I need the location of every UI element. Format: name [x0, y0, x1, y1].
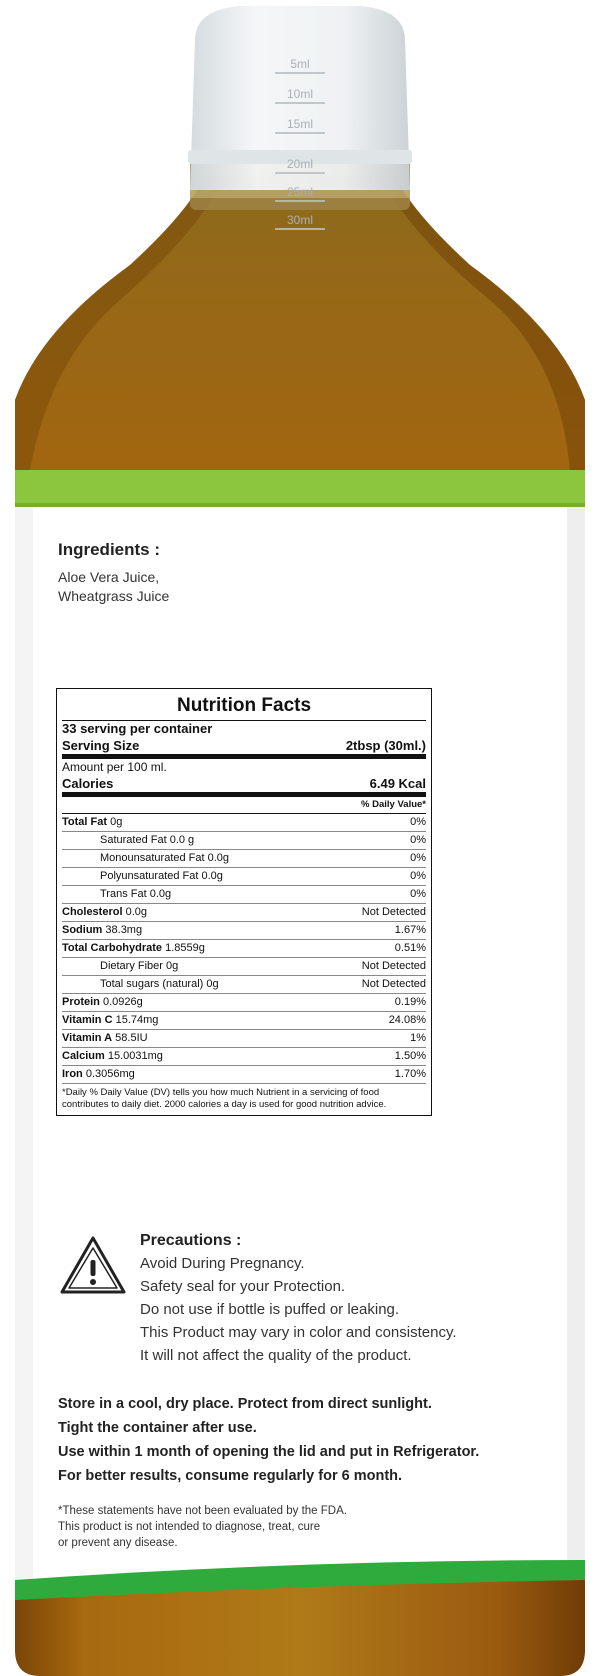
nutrient-name-bold: Iron [62, 1068, 83, 1080]
nutrient-amount: 0g [107, 816, 123, 828]
storage-line: Store in a cool, dry place. Protect from direct sunlight. [58, 1396, 432, 1412]
amount-per-label: Amount per 100 ml. [62, 760, 167, 774]
nutrient-name [62, 1066, 135, 1083]
cap-marking-20: 20ml [286, 157, 314, 171]
nutrient-amount: 15.74mg [112, 1014, 159, 1026]
nutrition-facts-title: Nutrition Facts [62, 693, 426, 721]
nutrient-name-bold: Total Carbohydrate [62, 942, 163, 954]
nutrient-name [62, 850, 229, 867]
precaution-line: This Product may vary in color and consistency. [140, 1324, 457, 1341]
nutrient-row [62, 1012, 426, 1030]
nutrient-row [62, 904, 426, 922]
storage-line: Use within 1 month of opening the lid and put in Refrigerator. [58, 1444, 480, 1460]
precaution-line: Avoid During Pregnancy. [140, 1255, 305, 1272]
cap-marking-5: 5ml [290, 57, 310, 71]
nutrient-daily-value: 0% [410, 888, 426, 900]
nutrition-facts-panel [56, 688, 432, 1116]
nutrient-daily-value: 0% [410, 870, 426, 882]
nutrient-name [62, 1048, 163, 1065]
calories-label: Calories [62, 775, 114, 791]
nutrient-row [62, 994, 426, 1012]
nutrient-row [62, 958, 426, 976]
nutrient-name [62, 994, 143, 1011]
ingredients-title: Ingredients : [58, 540, 161, 559]
nutrient-daily-value: 1.50% [394, 1050, 426, 1062]
precaution-line: Safety seal for your Protection. [140, 1278, 346, 1295]
nutrient-daily-value: 1.67% [394, 924, 426, 936]
cap-marking-25: 25ml [286, 185, 314, 199]
storage-line: For better results, consume regularly for 6 month. [58, 1468, 403, 1484]
nutrient-row [62, 976, 426, 994]
nutrient-amount: Polyunsaturated Fat 0.0g [100, 870, 223, 882]
nutrient-rows [62, 814, 426, 1084]
serving-size-label: Serving Size [62, 737, 140, 753]
ingredient-item: Wheatgrass Juice [58, 588, 170, 604]
nutrient-daily-value: 1% [410, 1032, 426, 1044]
nutrient-row [62, 814, 426, 832]
nutrient-row [62, 850, 426, 868]
storage-line: Tight the container after use. [58, 1420, 257, 1436]
nutrient-name [62, 940, 205, 957]
warning-triangle-icon [58, 1234, 128, 1296]
disclaimer-line: This product is not intended to diagnose, treat, cure [58, 1521, 321, 1533]
precaution-line: Do not use if bottle is puffed or leaking. [140, 1301, 400, 1318]
nutrient-name [62, 814, 122, 831]
nutrient-name-bold: Calcium [62, 1050, 105, 1062]
servings-per-container: 33 serving per container [62, 721, 213, 736]
nutrient-name [62, 886, 171, 903]
ingredients-section [58, 540, 169, 606]
nutrient-daily-value: 1.70% [394, 1068, 426, 1080]
nutrient-name [62, 1030, 148, 1047]
nutrient-amount: 0.3056mg [82, 1068, 135, 1080]
nutrient-row [62, 1048, 426, 1066]
nutrient-row [62, 1030, 426, 1048]
nutrient-name-bold: Total Fat [62, 816, 108, 828]
nutrient-name [62, 922, 142, 939]
cap-marking-15: 15ml [286, 117, 314, 131]
serving-size-value: 2tbsp (30ml.) [345, 737, 426, 753]
cap-marking-30: 30ml [286, 213, 314, 227]
nutrient-amount: 15.0031mg [104, 1050, 163, 1062]
nutrient-daily-value: 0% [410, 816, 426, 828]
disclaimer-line: *These statements have not been evaluated by the FDA. [58, 1505, 347, 1517]
nutrient-daily-value: Not Detected [361, 978, 426, 990]
nutrient-daily-value: 24.08% [388, 1014, 426, 1026]
nutrient-daily-value: Not Detected [361, 960, 426, 972]
nutrient-daily-value: 0% [410, 834, 426, 846]
nutrient-amount: 38.3mg [102, 924, 143, 936]
nutrient-name-bold: Vitamin C [62, 1014, 113, 1026]
nutrient-amount: 0.0g [122, 906, 147, 918]
cap-marking-10: 10ml [286, 87, 314, 101]
nutrient-amount: Trans Fat 0.0g [100, 888, 172, 900]
nutrient-name [62, 868, 223, 885]
nutrient-name-bold: Cholesterol [62, 906, 123, 918]
nutrient-amount: 1.8559g [162, 942, 205, 954]
nutrient-name-bold: Sodium [62, 924, 103, 936]
nutrient-daily-value: Not Detected [361, 906, 426, 918]
nutrient-amount: 0.0926g [99, 996, 143, 1008]
fda-disclaimer [58, 1503, 498, 1551]
nutrient-name [62, 832, 194, 849]
nutrient-daily-value: 0.19% [394, 996, 426, 1008]
nutrient-name [62, 1012, 158, 1029]
nutrient-row [62, 1066, 426, 1084]
nutrient-amount: Monounsaturated Fat 0.0g [100, 852, 230, 864]
daily-value-header: % Daily Value* [62, 797, 426, 814]
nutrient-name-bold: Vitamin A [62, 1032, 113, 1044]
disclaimer-line: or prevent any disease. [58, 1537, 178, 1549]
calories-value: 6.49 Kcal [369, 775, 426, 791]
nutrient-row [62, 922, 426, 940]
ingredient-item: Aloe Vera Juice, [58, 569, 160, 585]
nutrient-row [62, 832, 426, 850]
nutrient-name [62, 904, 147, 921]
nutrient-daily-value: 0.51% [394, 942, 426, 954]
nutrient-name [62, 976, 219, 993]
nutrient-amount: Dietary Fiber 0g [100, 960, 179, 972]
nutrient-row [62, 886, 426, 904]
precaution-line: It will not affect the quality of the product. [140, 1347, 412, 1364]
nutrient-amount: 58.5IU [112, 1032, 148, 1044]
nutrient-amount: Saturated Fat 0.0 g [100, 834, 195, 846]
nutrient-amount: Total sugars (natural) 0g [100, 978, 219, 990]
nutrient-row [62, 940, 426, 958]
nutrient-name-bold: Protein [62, 996, 100, 1008]
nutrition-footnote: *Daily % Daily Value (DV) tells you how much Nutrient in a servicing of food contributes to daily diet. 2000 calories a day is used for good nutrition advice. [62, 1087, 387, 1110]
storage-instructions [58, 1392, 558, 1488]
nutrient-row [62, 868, 426, 886]
nutrient-daily-value: 0% [410, 852, 426, 864]
nutrient-name [62, 958, 178, 975]
precautions-title: Precautions : [140, 1232, 242, 1249]
